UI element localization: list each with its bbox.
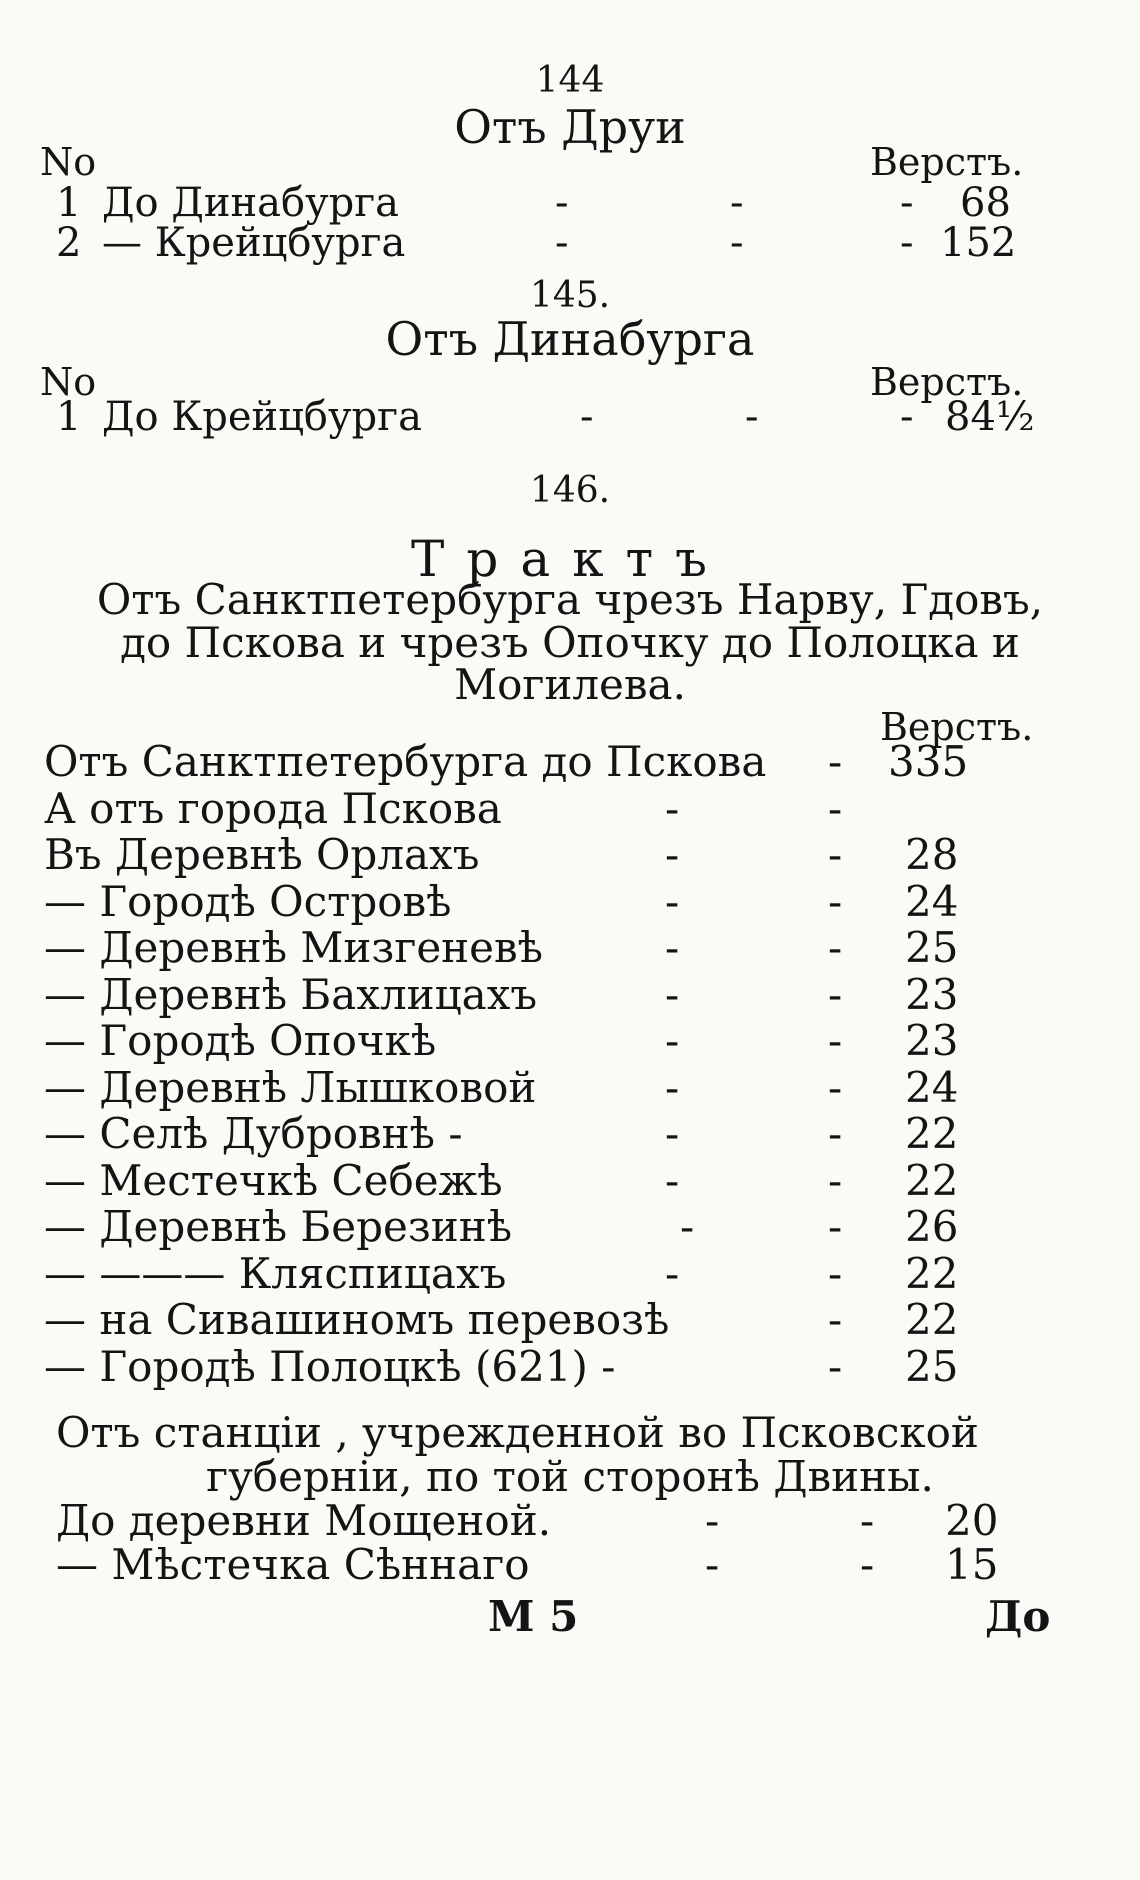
route-place: — ——— Кляспицахъ — [44, 1249, 507, 1298]
route-dash: - — [828, 970, 843, 1019]
route-verst: 25 — [905, 923, 959, 972]
route-dash: - — [665, 784, 680, 833]
row-place: До Крейцбурга — [102, 394, 422, 440]
route-verst: 23 — [905, 1016, 959, 1065]
route-verst: 22 — [905, 1249, 959, 1298]
section-145-col-verst: Верстъ. — [870, 360, 1024, 404]
row-dash: - — [580, 394, 594, 440]
route-dash: - — [828, 1202, 843, 1251]
route-verst: 335 — [888, 737, 969, 786]
route-dash: - — [665, 877, 680, 926]
route-dash: - — [665, 923, 680, 972]
row-verst: 152 — [940, 220, 1017, 266]
route-dash: - — [665, 830, 680, 879]
route-description-line: Отъ Санктпетербурга чрезъ Нарву, Гдовъ, — [96, 575, 1044, 624]
section-146-title: Трактъ — [411, 530, 729, 588]
section-144-col-no: No — [40, 140, 97, 184]
route-dash: - — [828, 1249, 843, 1298]
route-place: — Городѣ Опочкѣ — [44, 1016, 437, 1065]
route-dash: - — [828, 1156, 843, 1205]
row-dash: - — [900, 220, 914, 266]
row-dash: - — [745, 394, 759, 440]
route-dash: - — [665, 1063, 680, 1112]
route-dash: - — [828, 784, 843, 833]
row-dash: - — [900, 394, 914, 440]
row-dash: - — [730, 180, 744, 226]
station-heading-line: Отъ станціи , учрежденной во Псковской — [56, 1408, 979, 1457]
route-place: — Селѣ Дубровнѣ - — [44, 1109, 463, 1158]
route-place: А отъ города Пскова — [44, 784, 502, 833]
station-heading-line: губерніи, по той сторонѣ Двины. — [206, 1452, 934, 1501]
station-verst: 20 — [945, 1496, 999, 1545]
route-place: Въ Деревнѣ Орлахъ — [44, 830, 480, 879]
route-dash: - — [665, 1249, 680, 1298]
route-place: — Городѣ Полоцкѣ (621) - — [44, 1342, 616, 1391]
section-146-col-verst: Верстъ. — [880, 705, 1034, 749]
route-verst: 28 — [905, 830, 959, 879]
route-dash: - — [665, 1016, 680, 1065]
route-dash: - — [828, 1109, 843, 1158]
row-no: 1 — [56, 394, 82, 440]
section-145-number: 145. — [529, 275, 611, 316]
route-verst: 24 — [905, 1063, 959, 1112]
section-144-title: Отъ Друи — [454, 100, 686, 154]
route-place: — Городѣ Островѣ — [44, 877, 452, 926]
row-dash: - — [730, 220, 744, 266]
row-place: До Динабурга — [102, 180, 400, 226]
route-verst: 25 — [905, 1342, 959, 1391]
route-dash: - — [828, 737, 843, 786]
station-place: — Мѣстечка Сѣннаго — [56, 1540, 530, 1589]
route-dash: - — [828, 1342, 843, 1391]
section-145-col-no: No — [40, 360, 97, 404]
row-dash: - — [555, 180, 569, 226]
route-place: — Деревнѣ Лышковой — [44, 1063, 537, 1112]
route-place: Отъ Санктпетербурга до Пскова — [44, 737, 767, 786]
row-no: 2 — [56, 220, 82, 266]
station-place: До деревни Мощеной. — [56, 1496, 552, 1545]
station-dash: - — [705, 1496, 720, 1545]
section-146-number: 146. — [529, 470, 611, 511]
section-144-col-verst: Верстъ. — [870, 140, 1024, 184]
route-place: — Деревнѣ Бахлицахъ — [44, 970, 538, 1019]
section-145-title: Отъ Динабурга — [385, 312, 755, 366]
station-verst: 15 — [945, 1540, 999, 1589]
route-dash: - — [828, 830, 843, 879]
route-dash: - — [665, 1109, 680, 1158]
route-dash: - — [828, 1295, 843, 1344]
route-dash: - — [828, 877, 843, 926]
catchword: До — [985, 1592, 1051, 1641]
row-place: — Крейцбурга — [102, 220, 406, 266]
route-verst: 22 — [905, 1156, 959, 1205]
route-verst: 24 — [905, 877, 959, 926]
row-verst: 84½ — [945, 394, 1035, 440]
route-description-line: Могилева. — [454, 660, 686, 709]
row-no: 1 — [56, 180, 82, 226]
row-dash: - — [900, 180, 914, 226]
route-verst: 26 — [905, 1202, 959, 1251]
station-dash: - — [705, 1540, 720, 1589]
station-dash: - — [860, 1540, 875, 1589]
route-verst: 22 — [905, 1109, 959, 1158]
route-dash: - — [680, 1202, 695, 1251]
route-verst: 23 — [905, 970, 959, 1019]
station-dash: - — [860, 1496, 875, 1545]
route-place: — Местечкѣ Себежѣ — [44, 1156, 503, 1205]
route-description-line: до Пскова и чрезъ Опочку до Полоцка и — [120, 618, 1020, 667]
route-dash: - — [828, 923, 843, 972]
row-dash: - — [555, 220, 569, 266]
row-verst: 68 — [960, 180, 1011, 226]
route-place: — Деревнѣ Березинѣ — [44, 1202, 513, 1251]
route-place: — Деревнѣ Мизгеневѣ — [44, 923, 543, 972]
route-dash: - — [665, 1156, 680, 1205]
route-place: — на Сивашиномъ перевозѣ — [44, 1295, 670, 1344]
signature-mark: М 5 — [488, 1592, 579, 1641]
route-dash: - — [665, 970, 680, 1019]
page-number: 144 — [535, 60, 605, 101]
route-dash: - — [828, 1063, 843, 1112]
route-verst: 22 — [905, 1295, 959, 1344]
route-dash: - — [828, 1016, 843, 1065]
